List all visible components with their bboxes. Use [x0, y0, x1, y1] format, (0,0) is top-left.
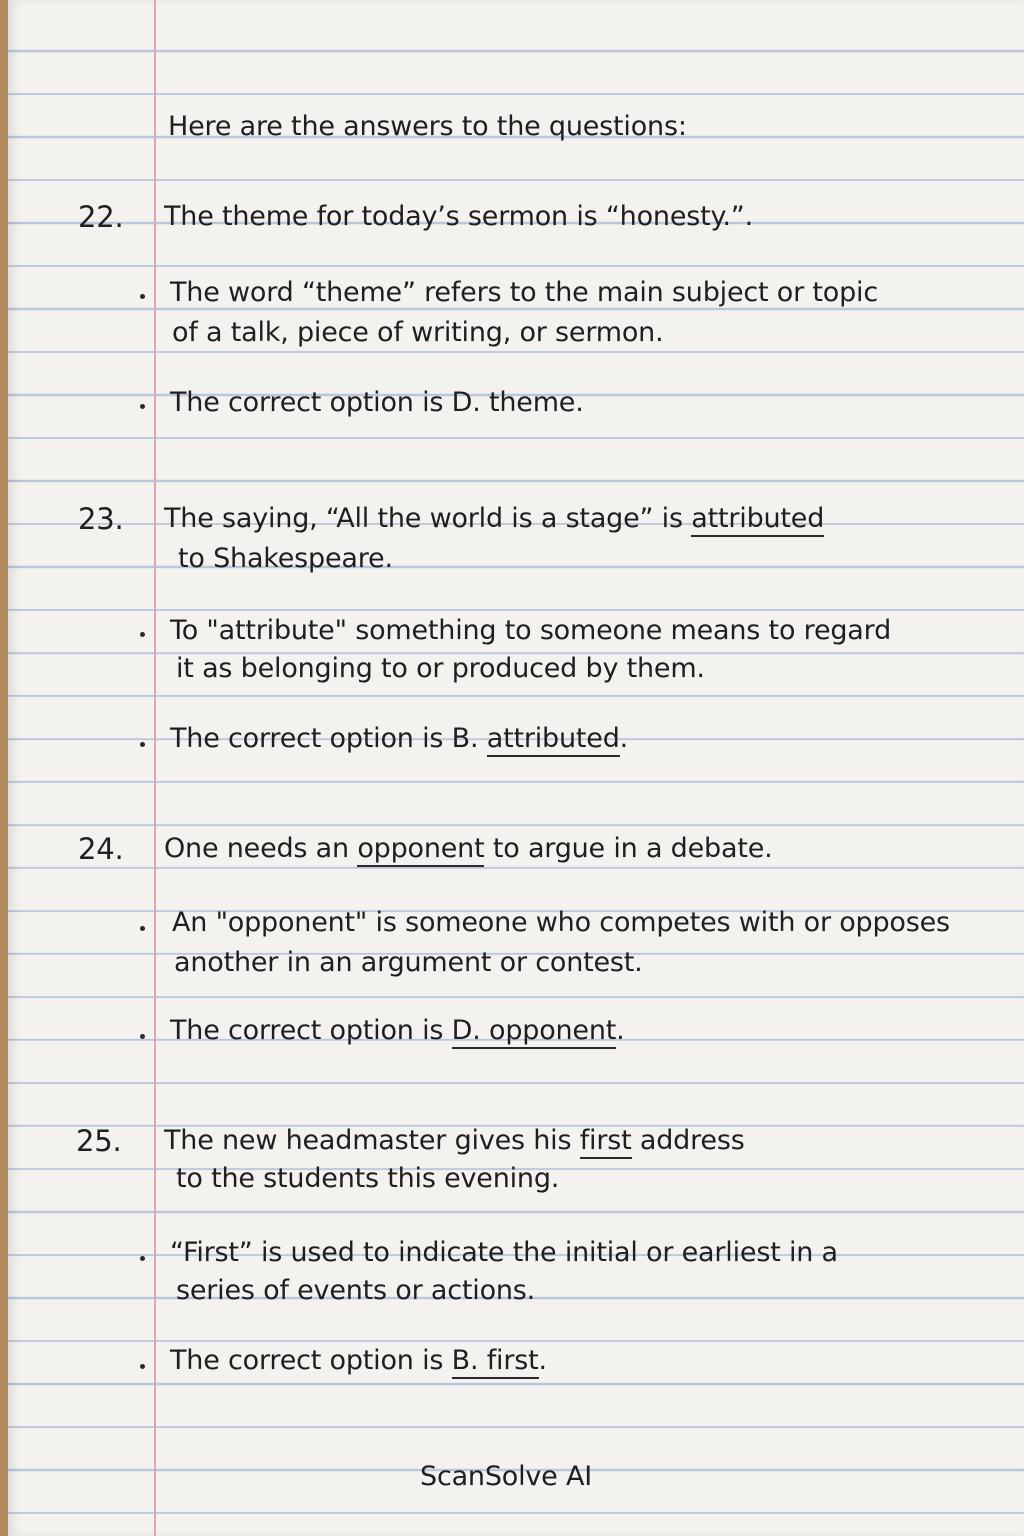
bullet [140, 404, 145, 409]
question-stem-continued: to the students this evening. [176, 1163, 560, 1194]
intro-text: Here are the answers to the questions: [168, 111, 687, 142]
bullet [140, 1364, 145, 1369]
answer-line: The correct option is D. theme. [170, 387, 584, 418]
explanation-line: series of events or actions. [176, 1275, 536, 1306]
answer-option: attributed [487, 723, 620, 757]
explanation-line: The word “theme” refers to the main subject or topic [170, 277, 878, 308]
answer-line: The correct option is B. attributed. [170, 720, 628, 758]
question-number: 25. [76, 1124, 122, 1158]
explanation-line: it as belonging to or produced by them. [176, 653, 705, 684]
answer-option: B. first [452, 1345, 539, 1379]
bullet [140, 632, 145, 637]
question-number: 24. [78, 832, 124, 866]
answer-option: D. opponent [452, 1015, 617, 1049]
question-number: 23. [78, 502, 124, 536]
underlined-word: attributed [691, 503, 824, 537]
answer-line: The correct option is D. opponent. [170, 1012, 625, 1050]
explanation-line: “First” is used to indicate the initial or earliest in a [170, 1237, 838, 1268]
bullet [140, 742, 145, 747]
bullet [140, 294, 145, 299]
stem-text: The theme for today’s sermon is “honesty.”. [164, 201, 753, 232]
answer-line: The correct option is B. first. [170, 1342, 547, 1380]
bullet [140, 926, 145, 931]
explanation-line: another in an argument or contest. [174, 947, 643, 978]
underlined-word: opponent [357, 833, 484, 867]
question-stem-continued: to Shakespeare. [178, 543, 393, 574]
explanation-line: To "attribute" something to someone means to regard [170, 615, 892, 646]
bullet [140, 1034, 145, 1039]
answer-option: D. theme. [451, 387, 584, 418]
explanation-line: of a talk, piece of writing, or sermon. [172, 317, 664, 348]
underlined-word: first [580, 1125, 632, 1159]
question-stem: The new headmaster gives his first address [164, 1122, 745, 1160]
question-stem: One needs an opponent to argue in a debate. [164, 830, 773, 868]
question-stem: The saying, “All the world is a stage” is attributed [164, 500, 824, 538]
question-stem [164, 198, 753, 236]
notebook-page [8, 0, 1024, 1536]
margin-line [154, 0, 156, 1536]
question-number: 22. [78, 200, 124, 234]
bullet [140, 1256, 145, 1261]
footer-brand: ScanSolve AI [420, 1461, 593, 1492]
explanation-line: An "opponent" is someone who competes with or opposes [172, 907, 950, 938]
